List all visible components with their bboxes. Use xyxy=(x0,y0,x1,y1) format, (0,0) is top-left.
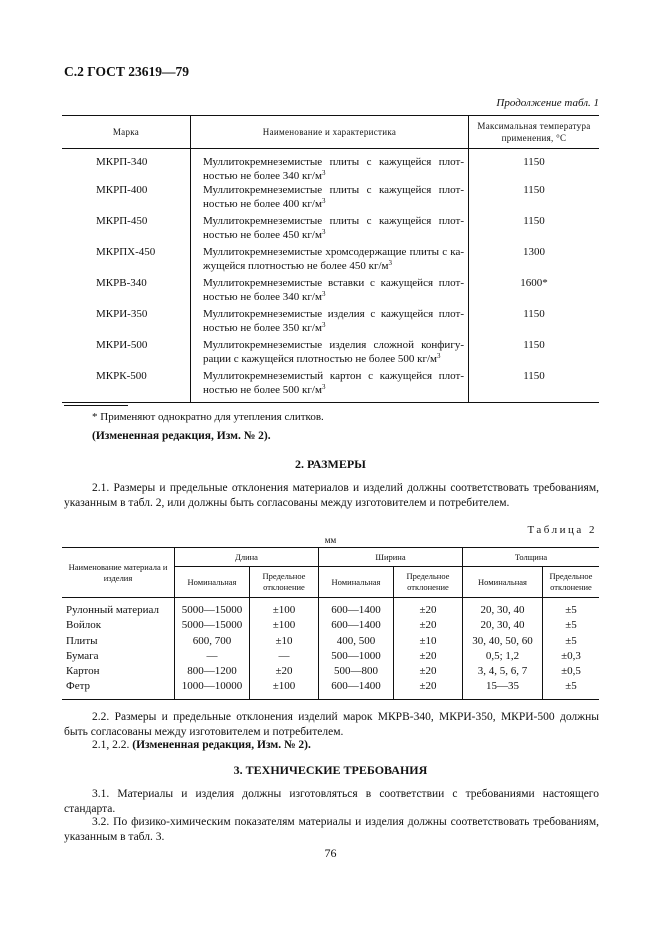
amendment-note: (Измененная редакция, Изм. № 2). xyxy=(92,430,271,442)
cell-mark: МКРП-340 xyxy=(96,156,148,168)
table-cell: Плиты xyxy=(66,634,98,647)
cell-name xyxy=(191,338,469,369)
table-2 xyxy=(62,547,599,700)
table-row xyxy=(62,276,599,307)
table-cell: 600—1400 xyxy=(319,618,394,633)
superscript: 3 xyxy=(388,259,393,267)
table-cell: 3, 4, 5, 6, 7 xyxy=(463,664,543,679)
paragraph-2-1: 2.1. Размеры и предельные отклонения материалов и изделий должны соответствовать требованиям, указанным в табл. 2, или должны быть согласованы между изготовителем и потребителем. xyxy=(64,482,599,509)
name-line-2 xyxy=(203,197,464,211)
table-row xyxy=(62,369,599,403)
table-cell: ±10 xyxy=(250,634,319,649)
table-2-unit: мм xyxy=(324,535,337,545)
section-2-title: 2. РАЗМЕРЫ xyxy=(295,457,366,471)
name-line-1: Муллитокремнеземистые плиты с кажущейся плот- xyxy=(203,156,464,168)
table-cell: ±100 xyxy=(250,598,319,619)
superscript: 3 xyxy=(321,228,326,236)
col-header-name: Наименование и характеристика xyxy=(191,116,469,149)
table-cell: ±20 xyxy=(394,618,463,633)
table-row xyxy=(62,214,599,245)
table-cell: 600, 700 xyxy=(175,634,250,649)
subheader-nominal: Номинальная xyxy=(175,567,250,598)
table-cell: Рулонный материал xyxy=(66,604,159,616)
col-header-mark: Марка xyxy=(62,116,191,149)
table-cell: 20, 30, 40 xyxy=(463,598,543,619)
name-line-1: Муллитокремнеземистые плиты с кажущейся плот- xyxy=(203,215,464,227)
superscript: 3 xyxy=(321,290,326,298)
page-header: С.2 ГОСТ 23619—79 xyxy=(64,64,190,79)
table-cell: 5000—15000 xyxy=(175,618,250,633)
table-cell: Бумага xyxy=(66,649,99,662)
name-line-2 xyxy=(203,290,464,304)
subheader-deviation: Предельное отклонение xyxy=(250,567,319,598)
superscript: 3 xyxy=(321,197,326,205)
cell-temp: 1150 xyxy=(469,307,600,338)
table-cell: ±20 xyxy=(394,598,463,619)
paragraph-3-1: 3.1. Материалы и изделия должны изготовляться в соответствии с требованиями настоящего стандарта. xyxy=(64,788,599,815)
table-cell: ±20 xyxy=(394,679,463,699)
cell-mark: МКРП-450 xyxy=(96,215,148,227)
name-line-2 xyxy=(203,383,464,397)
table-cell: 400, 500 xyxy=(319,634,394,649)
table-row xyxy=(62,338,599,369)
table-cell: 5000—15000 xyxy=(175,598,250,619)
name-line-1: Муллитокремнеземистые изделия с кажущейся плот- xyxy=(203,308,464,320)
cell-name xyxy=(191,307,469,338)
name-text: ностью не более 400 кг/м xyxy=(203,198,322,210)
name-text: ностью не более 340 кг/м xyxy=(203,170,322,182)
name-text: ностью не более 340 кг/м xyxy=(203,291,322,303)
table-cell: ±0,5 xyxy=(543,664,600,679)
cell-temp: 1300 xyxy=(469,245,600,276)
paragraph-2-2-amendment xyxy=(64,738,599,753)
subheader-nominal: Номинальная xyxy=(463,567,543,598)
table-cell: ±5 xyxy=(543,679,600,699)
table-cell: ±0,3 xyxy=(543,649,600,664)
footnote-divider xyxy=(64,405,128,406)
table-cell: ±5 xyxy=(543,634,600,649)
table-cell: 800—1200 xyxy=(175,664,250,679)
col-header-material: Наименование материала и изделия xyxy=(62,548,175,598)
table-row xyxy=(62,634,599,649)
table-1 xyxy=(62,115,599,403)
cell-mark: МКРИ-500 xyxy=(96,339,148,351)
table-cell: — xyxy=(175,649,250,664)
superscript: 3 xyxy=(437,352,441,360)
col-header-temp: Максимальная температура применения, °С xyxy=(469,116,600,149)
subheader-deviation: Предельное отклонение xyxy=(543,567,600,598)
table-cell: Фетр xyxy=(62,679,175,699)
cell-mark: МКРПХ-450 xyxy=(96,246,156,258)
table-cell: 600—1400 xyxy=(319,598,394,619)
cell-temp: 1150 xyxy=(469,183,600,214)
col-group-thickness: Толщина xyxy=(463,548,600,567)
table-row xyxy=(62,598,599,619)
table-cell: ±100 xyxy=(250,618,319,633)
name-line-2 xyxy=(203,228,464,242)
table-cell: 500—1000 xyxy=(319,649,394,664)
superscript: 3 xyxy=(321,383,326,391)
table-cell: ±10 xyxy=(394,634,463,649)
name-line-2 xyxy=(203,321,464,335)
table-row xyxy=(62,618,599,633)
name-text: ностью не более 350 кг/м xyxy=(203,322,322,334)
table-cell: ±5 xyxy=(543,598,600,619)
table-row xyxy=(62,245,599,276)
cell-mark: МКРП-400 xyxy=(96,184,148,196)
cell-name xyxy=(191,245,469,276)
cell-mark: МКРК-500 xyxy=(62,369,191,403)
name-text: ностью не более 450 кг/м xyxy=(203,229,322,241)
amendment-note: (Измененная редакция, Изм. № 2). xyxy=(132,739,311,751)
table-2-body xyxy=(62,598,599,700)
table-cell: Картон xyxy=(66,665,100,678)
table-1-body xyxy=(62,149,599,403)
name-line-1: Муллитокремнеземистые вставки с кажущейся плот- xyxy=(203,277,464,289)
name-text: рации с кажущейся плотностью не более 500 кг/м xyxy=(203,353,437,365)
cell-mark: МКРВ-340 xyxy=(96,277,147,289)
table-row xyxy=(62,307,599,338)
table-row xyxy=(62,649,599,664)
table-2-label: Таблица 2 xyxy=(527,524,597,536)
name-line-2 xyxy=(203,169,464,183)
paragraph-3-2: 3.2. По физико-химическим показателям материалы и изделия должны соответствовать требованиям, указанным в табл. 3. xyxy=(64,816,599,843)
cell-temp: 1600* xyxy=(469,276,600,307)
cell-temp: 1150 xyxy=(469,369,600,403)
table-row xyxy=(62,183,599,214)
superscript: 3 xyxy=(321,169,326,177)
cell-name xyxy=(191,149,469,184)
col-group-width: Ширина xyxy=(319,548,463,567)
table-continuation-label: Продолжение табл. 1 xyxy=(496,97,599,109)
superscript: 3 xyxy=(321,321,326,329)
table-cell: ±100 xyxy=(250,679,319,699)
cell-temp: 1150 xyxy=(469,214,600,245)
name-text: жущейся плотностью не более 450 кг/м xyxy=(203,260,389,272)
page-number: 76 xyxy=(324,846,337,860)
table-cell: 30, 40, 50, 60 xyxy=(463,634,543,649)
table-row xyxy=(62,679,599,699)
table-row xyxy=(62,664,599,679)
name-text: ностью не более 500 кг/м xyxy=(203,384,322,396)
cell-temp: 1150 xyxy=(469,149,600,184)
col-group-length: Длина xyxy=(175,548,319,567)
cell-name xyxy=(191,183,469,214)
cell-name xyxy=(191,369,469,403)
name-line-1: Муллитокремнеземистые изделия сложной конфигу- xyxy=(203,339,464,351)
table-row xyxy=(62,149,599,184)
table-cell: ±20 xyxy=(250,664,319,679)
section-3-title: 3. ТЕХНИЧЕСКИЕ ТРЕБОВАНИЯ xyxy=(233,763,428,777)
name-line-2 xyxy=(203,352,464,366)
subheader-nominal: Номинальная xyxy=(319,567,394,598)
table-cell: ±5 xyxy=(543,618,600,633)
table-cell: 500—800 xyxy=(319,664,394,679)
cell-name xyxy=(191,214,469,245)
amendment-prefix: 2.1, 2.2. xyxy=(92,739,133,751)
name-line-1: Муллитокремнеземистый картон с кажущейся плот- xyxy=(203,370,464,382)
table-cell: 0,5; 1,2 xyxy=(463,649,543,664)
cell-name xyxy=(191,276,469,307)
table-cell: ±20 xyxy=(394,664,463,679)
table-cell: 15—35 xyxy=(463,679,543,699)
footnote: * Применяют однократно для утепления слитков. xyxy=(92,411,324,423)
cell-temp: 1150 xyxy=(469,338,600,369)
name-line-2 xyxy=(203,259,464,273)
table-cell: ±20 xyxy=(394,649,463,664)
table-cell: — xyxy=(250,649,319,664)
table-cell: 20, 30, 40 xyxy=(463,618,543,633)
table-cell: Войлок xyxy=(66,619,102,632)
cell-mark: МКРИ-350 xyxy=(96,308,148,320)
paragraph-2-2: 2.2. Размеры и предельные отклонения изделий марок МКРВ-340, МКРИ-350, МКРИ-500 должны быть согласованы между изготовителем и потребителем. xyxy=(64,711,599,738)
name-line-1: Муллитокремнеземистые плиты с кажущейся плот- xyxy=(203,184,464,196)
subheader-deviation: Предельное отклонение xyxy=(394,567,463,598)
name-line-1: Муллитокремнеземистые хромсодержащие плиты с ка- xyxy=(203,246,464,258)
table-cell: 600—1400 xyxy=(319,679,394,699)
table-cell: 1000—10000 xyxy=(175,679,250,699)
